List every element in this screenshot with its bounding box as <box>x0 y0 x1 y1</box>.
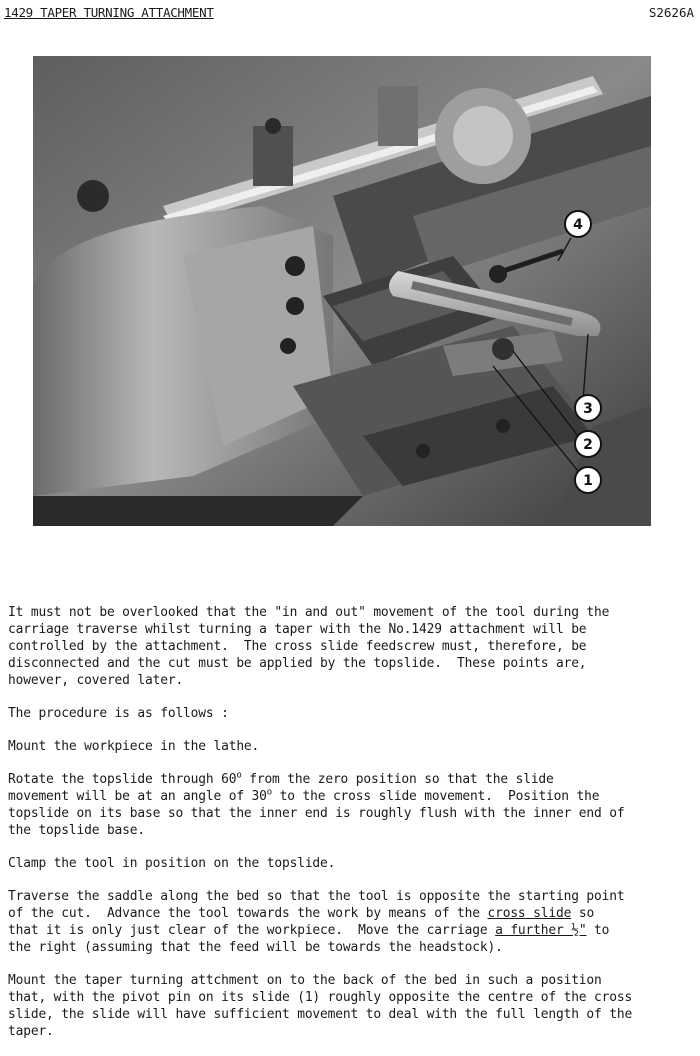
lathe-photo <box>33 56 651 526</box>
paragraph-mount-attachment: Mount the taper turning attchment on to the back of the bed in such a position that, with the pivot pin on its slide (1) roughly opposite the centre of the cross slide, the slide will have sufficient movement to deal with the full length of the taper. <box>8 973 633 1039</box>
callout-4-icon <box>565 211 591 237</box>
paragraph-intro: It must not be overlooked that the "in and out" movement of the tool during the carriage traverse whilst turning a taper with the No.1429 attachment will be controlled by the attachment. The cross slide feedscrew must, therefore, be disconnected and the cut must be applied by the topslide. These points are, however, covered later. <box>8 605 610 688</box>
underlined-further-distance: a further ½" <box>495 923 587 938</box>
svg-text:2: 2 <box>583 437 593 453</box>
paragraph-traverse-saddle <box>8 888 698 956</box>
paragraph-clamp-tool: Clamp the tool in position on the topslide. <box>8 856 336 871</box>
degree-mark: o <box>266 787 273 798</box>
paragraph-mount-workpiece: Mount the workpiece in the lathe. <box>8 739 260 754</box>
instruction-text <box>8 604 698 1056</box>
text-run: so that it is only just clear of the workpiece. Move the carriage <box>8 906 595 938</box>
callout-2-icon <box>575 431 601 457</box>
svg-text:4: 4 <box>573 217 583 233</box>
callout-1-icon <box>575 467 601 493</box>
degree-mark: o <box>236 770 242 781</box>
svg-text:1: 1 <box>583 473 593 489</box>
text-run: Rotate the topslide through 60 <box>8 772 237 787</box>
callout-3-icon <box>575 395 601 421</box>
text-run: Traverse the saddle along the bed so that the tool is opposite the starting point of the cut. Advance the tool towards the work by means of the <box>8 889 625 921</box>
page-title: 1429 TAPER TURNING ATTACHMENT <box>4 5 214 20</box>
text-run: to the right (assuming that the feed will be towards the headstock). <box>8 923 610 955</box>
text-run: from the zero position so that the slide movement will be at an angle of 30 <box>8 772 554 804</box>
paragraph-rotate-topslide <box>8 771 698 839</box>
paragraph-procedure-heading: The procedure is as follows : <box>8 706 229 721</box>
svg-text:3: 3 <box>583 401 593 417</box>
underlined-cross-slide: cross slide <box>487 906 572 921</box>
text-run: to the cross slide movement. Position the topslide on its base so that the inner end is roughly flush with the inner end of the topslide base. <box>8 789 625 838</box>
document-code: S2626A <box>648 5 694 20</box>
